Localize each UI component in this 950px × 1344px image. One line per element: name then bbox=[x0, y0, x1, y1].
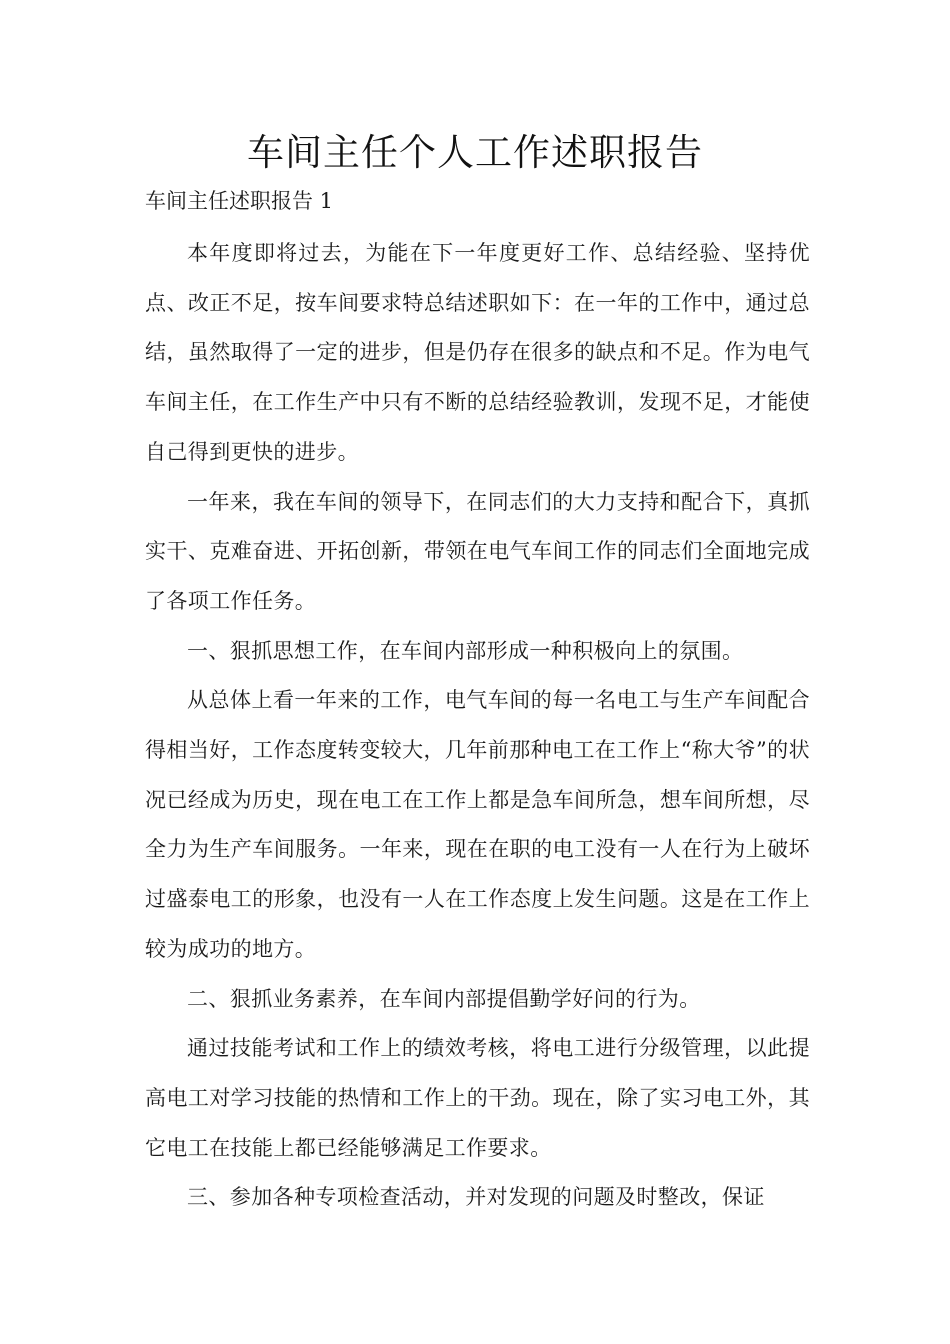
paragraph-section-2: 通过技能考试和工作上的绩效考核，将电工进行分级管理，以此提高电工对学习技能的热情和工作上的干劲。现在，除了实习电工外，其它电工在技能上都已经能够满足工作要求。 bbox=[145, 1036, 810, 1160]
section-heading-3: 三、参加各种专项检查活动，并对发现的问题及时整改，保证 bbox=[187, 1185, 765, 1210]
paragraph-section-1: 从总体上看一年来的工作，电气车间的每一名电工与生产车间配合得相当好，工作态度转变较大，几年前那种电工在工作上“称大爷”的状况已经成为历史，现在电工在工作上都是急车间所急，想车间所想，尽全力为生产车间服务。一年来，现在在职的电工没有一人在行为上破坏过盛泰电工的形象，也没有一人在工作态度上发生问题。这是在工作上较为成功的地方。 bbox=[145, 688, 810, 961]
document-subtitle: 车间主任述职报告 1 bbox=[145, 189, 334, 213]
document-title: 车间主任个人工作述职报告 bbox=[247, 131, 703, 174]
section-heading-1: 一、狠抓思想工作，在车间内部形成一种积极向上的氛围。 bbox=[187, 638, 744, 663]
section-heading-2: 二、狠抓业务素养，在车间内部提倡勤学好问的行为。 bbox=[187, 986, 701, 1011]
paragraph-intro: 本年度即将过去，为能在下一年度更好工作、总结经验、坚持优点、改正不足，按车间要求特总结述职如下：在一年的工作中，通过总结，虽然取得了一定的进步，但是仍存在很多的缺点和不足。作为电气车间主任，在工作生产中只有不断的总结经验教训，发现不足，才能使自己得到更快的进步。 bbox=[145, 241, 810, 464]
paragraph-summary: 一年来，我在车间的领导下，在同志们的大力支持和配合下，真抓实干、克难奋进、开拓创新，带领在电气车间工作的同志们全面地完成了各项工作任务。 bbox=[145, 489, 810, 613]
document-body bbox=[145, 229, 810, 1223]
